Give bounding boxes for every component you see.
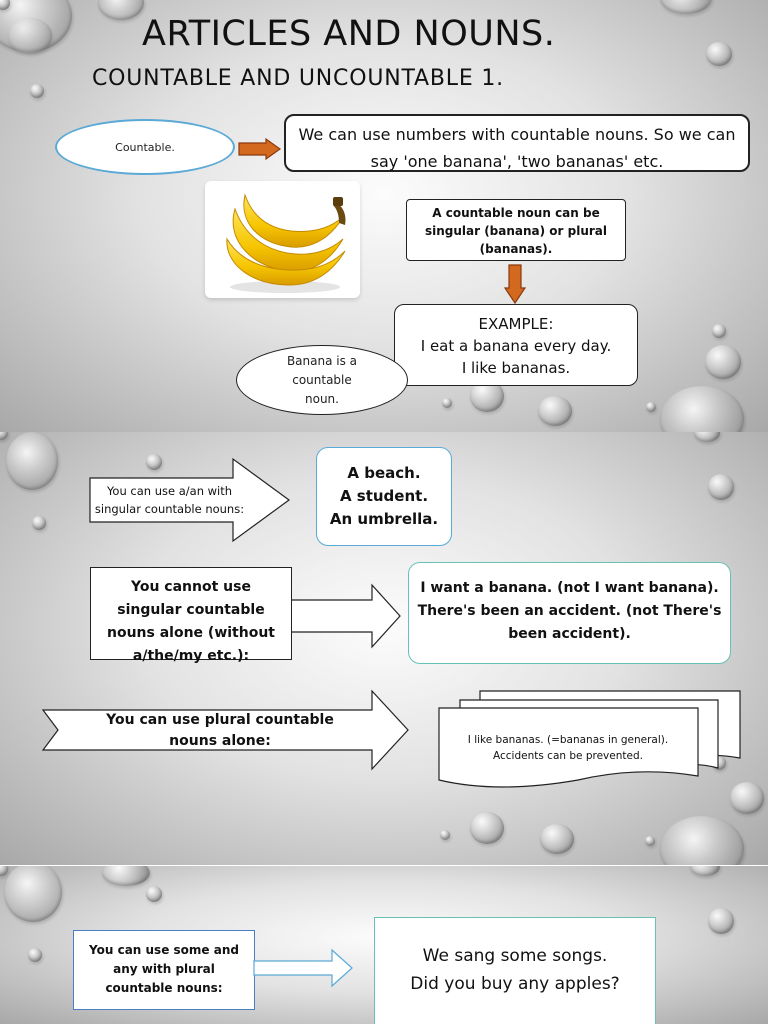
banana-bunch-icon xyxy=(205,181,360,298)
banana-note-bubble xyxy=(236,345,408,415)
singular-plural-box xyxy=(406,199,626,261)
water-drop-decoration xyxy=(0,432,8,440)
water-drop-decoration xyxy=(646,402,656,412)
water-drop-decoration xyxy=(540,824,574,854)
rule-arrow-shape xyxy=(254,948,354,988)
water-drop-decoration xyxy=(705,345,741,379)
rule-arrow-shape xyxy=(280,584,402,648)
rule3-text xyxy=(80,710,360,752)
example-line: I eat a banana every day. xyxy=(420,337,612,355)
banana-note-text: Banana is a countable noun. xyxy=(286,353,358,406)
water-drop-decoration xyxy=(8,18,52,54)
water-drop-decoration xyxy=(442,398,452,408)
example-item: An umbrella. xyxy=(329,510,439,528)
definition-text: We can use numbers with countable nouns. So we can say 'one banana', 'two bananas' etc. xyxy=(298,125,736,171)
banana-image xyxy=(205,181,360,298)
example-item: A beach. xyxy=(347,464,421,482)
singular-plural-text: A countable noun can be singular (banana) or plural (bananas). xyxy=(424,206,608,256)
water-drop-decoration xyxy=(660,386,744,432)
water-drop-decoration xyxy=(708,474,734,500)
countable-label-text: Countable. xyxy=(115,140,175,154)
example-item: Did you buy any apples? xyxy=(410,974,620,994)
water-drop-decoration xyxy=(102,866,150,886)
water-drop-decoration xyxy=(645,836,655,846)
water-drop-decoration xyxy=(28,948,42,962)
water-drop-decoration xyxy=(146,886,162,902)
rule4-box xyxy=(73,930,255,1010)
example-item: I like bananas. (=bananas in general). xyxy=(467,734,669,746)
water-drop-decoration xyxy=(0,866,8,876)
orange-arrow-icon xyxy=(238,138,282,160)
definition-box xyxy=(284,114,750,172)
examples2-box xyxy=(408,562,731,664)
water-drop-decoration xyxy=(6,432,58,490)
water-drop-decoration xyxy=(98,0,144,20)
examples1-box xyxy=(316,447,452,546)
example-item: There's been an accident. (not There's been accident). xyxy=(417,603,722,642)
water-drop-decoration xyxy=(470,812,504,844)
example-item: A student. xyxy=(339,487,429,505)
examples4-box xyxy=(374,917,656,1024)
water-drop-decoration xyxy=(694,432,720,442)
water-drop-decoration xyxy=(708,908,734,934)
rule3-label: You can use plural countable nouns alone: xyxy=(106,712,334,749)
water-drop-decoration xyxy=(4,866,62,922)
slide-some-any xyxy=(0,866,768,1024)
example-item: Accidents can be prevented. xyxy=(493,750,643,762)
example-box xyxy=(394,304,638,386)
water-drop-decoration xyxy=(30,84,44,98)
countable-label xyxy=(55,119,235,175)
rule4-text: You can use some and any with plural countable nouns: xyxy=(89,943,239,995)
rule1-text xyxy=(92,478,247,522)
orange-down-arrow-icon xyxy=(504,264,526,304)
water-drop-decoration xyxy=(660,0,712,14)
example-heading: EXAMPLE: xyxy=(478,315,554,333)
rule1-label: You can use a/an with singular countable nouns: xyxy=(94,484,245,516)
example-line: I like bananas. xyxy=(461,359,571,377)
page-title: ARTICLES AND NOUNS. xyxy=(142,14,556,54)
example-item: I want a banana. (not I want banana). xyxy=(420,580,719,596)
slide-countable-rules xyxy=(0,432,768,865)
water-drop-decoration xyxy=(660,816,744,865)
water-drop-decoration xyxy=(32,516,46,530)
rule2-box xyxy=(90,567,292,664)
water-drop-decoration xyxy=(706,42,732,66)
water-drop-decoration xyxy=(690,866,720,876)
water-drop-decoration xyxy=(712,324,726,338)
page-subtitle: COUNTABLE AND UNCOUNTABLE 1. xyxy=(92,66,504,91)
rule2-text: You cannot use singular countable nouns alone (without a/the/my etc.): xyxy=(107,579,275,664)
water-drop-decoration xyxy=(538,396,572,426)
slide-countable-intro xyxy=(0,0,768,432)
water-drop-decoration xyxy=(440,830,450,840)
examples3-text xyxy=(442,728,694,768)
example-item: We sang some songs. xyxy=(422,946,608,966)
